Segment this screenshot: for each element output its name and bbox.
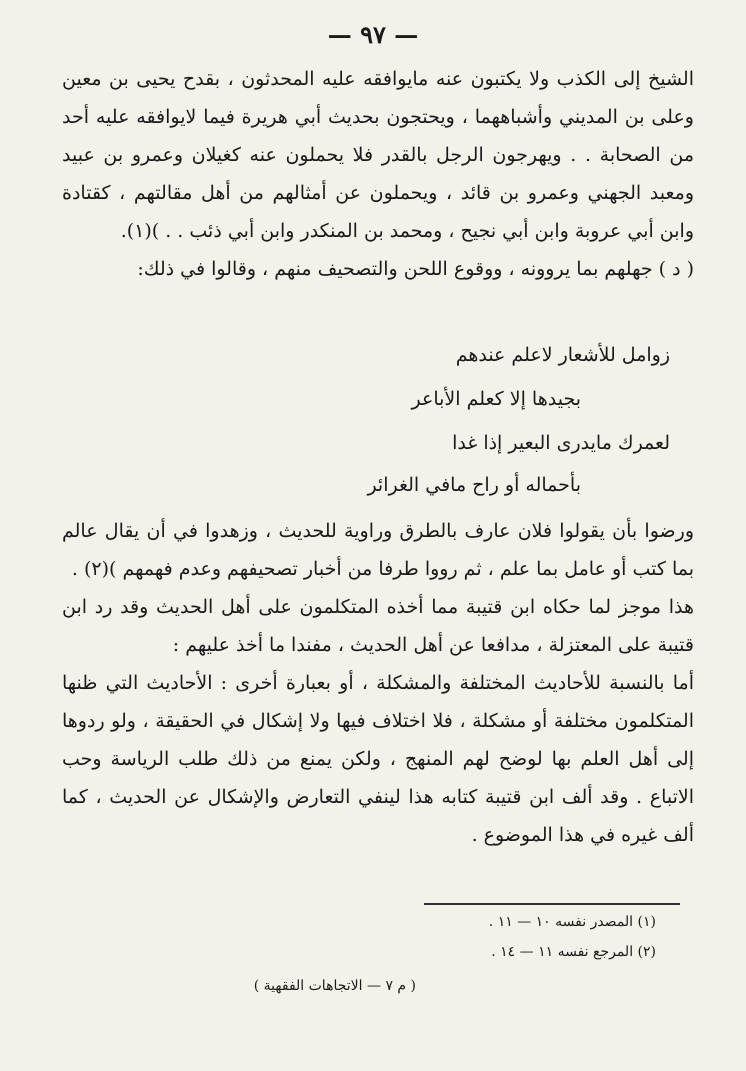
footnote-1: (١) المصدر نفسه ١٠ — ١١ . [488,914,656,930]
verse-line-4: بأحماله أو راح مافي الغرائر [367,474,581,496]
paragraph-5: أما بالنسبة للأحاديث المختلفة والمشكلة ، أو بعبارة أخرى : الأحاديث التي ظنها المتكلمون مختلفة أو مشكلة ، فلا اختلاف فيها ولا إشكال في الحقيقة ، ولو ردوها إلى أهل العلم بها لوضح لهم المنهج ، ولكن يمنع من ذلك طلب الرياسة وحب الاتباع . وقد ألف ابن قتيبة كتابه هذا لينفي التعارض والإشكال عن الحديث ، كما ألف غيره في هذا الموضوع . [62,672,694,846]
footnote-2: (٢) المرجع نفسه ١١ — ١٤ . [491,944,656,960]
paragraph-3: ورضوا بأن يقولوا فلان عارف بالطرق وراوية للحديث ، وزهدوا في أن يقال عالم بما كتب أو عامل بما علم ، ثم رووا طرفا من أخبار تصحيفهم وعدم فهمهم )(٢) . [62,520,694,580]
printer-signature: ( م ٧ — الاتجاهات الفقهية ) [253,978,416,994]
paragraph-2: ( د ) جهلهم بما يروونه ، ووقوع اللحن والتصحيف منهم ، وقالوا في ذلك: [137,258,694,280]
verse-line-3: لعمرك مايدرى البعير إذا غدا [452,432,670,454]
main-text-bottom [62,512,694,854]
verse-line-2: بجيدها إلا كعلم الأباعر [411,388,581,410]
paragraph-4: هذا موجز لما حكاه ابن قتيبة مما أخذه المتكلمون على أهل الحديث وقد رد ابن قتيبة على المعتزلة ، مدافعا عن أهل الحديث ، مفندا ما أخذ عليهم : [62,596,694,656]
verse-line-1: زوامل للأشعار لاعلم عندهم [455,344,670,366]
footnote-separator [424,903,680,905]
paragraph-1: الشيخ إلى الكذب ولا يكتبون عنه مايوافقه عليه المحدثون ، بقدح يحيى بن معين وعلى بن المديني وأشباههما ، ويحتجون بحديث أبي هريرة فيما لايوافقه عليه أحد من الصحابة . . ويهرجون الرجل بالقدر فلا يحملون عنه كغيلان وعمرو بن عبيد ومعبد الجهني وعمرو بن قائد ، ويحملون عن أمثالهم من أهل مقالتهم ، كقتادة وابن أبي عروبة وابن أبي نجيح ، ومحمد بن المنكدر وابن أبي ذئب . . )(١). [62,68,694,242]
main-text-top [62,60,694,288]
page-number: — ٩٧ — [327,20,419,49]
